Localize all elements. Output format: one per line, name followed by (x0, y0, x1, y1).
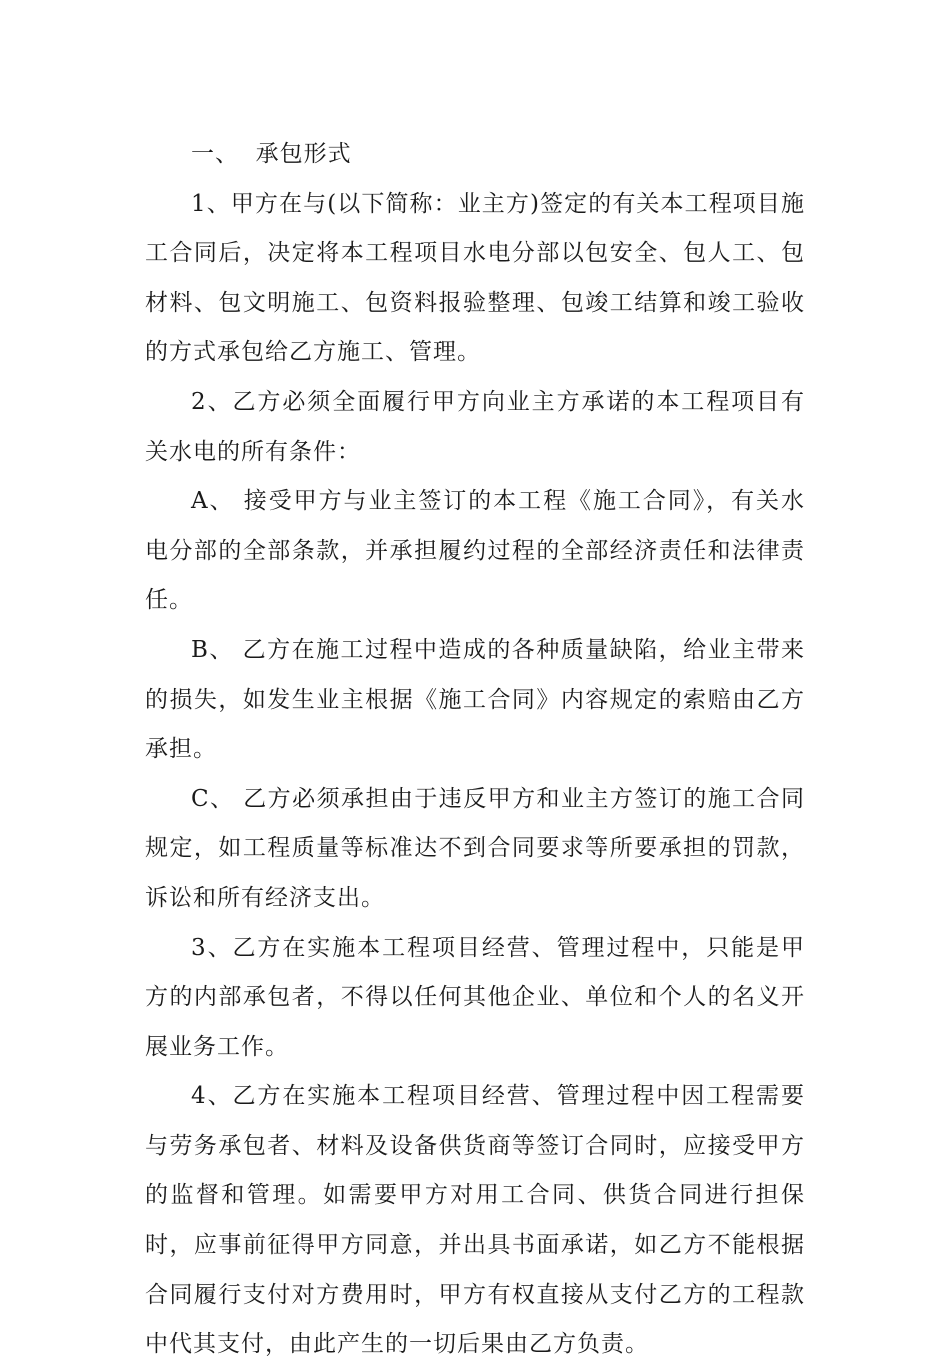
clause-c: C、 乙方必须承担由于违反甲方和业主方签订的施工合同规定，如工程质量等标准达不到合同要求等所要承担的罚款，诉讼和所有经济支出。 (145, 785, 805, 911)
clause-a: A、 接受甲方与业主签订的本工程《施工合同》，有关水电分部的全部条款，并承担履约过程的全部经济责任和法律责任。 (145, 488, 805, 614)
paragraph-1: 1、甲方在与(以下简称：业主方)签定的有关本工程项目施工合同后，决定将本工程项目水电分部以包安全、包人工、包材料、包文明施工、包资料报验整理、包竣工结算和竣工验收的方式承包给乙方施工、管理。 (145, 190, 805, 366)
section-heading: 一、 承包形式 (191, 141, 352, 167)
paragraph-2: 2、乙方必须全面履行甲方向业主方承诺的本工程项目有关水电的所有条件： (145, 388, 805, 465)
paragraph-4: 4、乙方在实施本工程项目经营、管理过程中因工程需要与劳务承包者、材料及设备供货商等签订合同时，应接受甲方的监督和管理。如需要甲方对用工合同、供货合同进行担保时，应事前征得甲方同意，并出具书面承诺，如乙方不能根据合同履行支付对方费用时，甲方有权直接从支付乙方的工程款中代其支付，由此产生的一切后果由乙方负责。 (145, 1083, 805, 1358)
clause-b: B、 乙方在施工过程中造成的各种质量缺陷，给业主带来的损失，如发生业主根据《施工合同》内容规定的索赔由乙方承担。 (145, 636, 805, 763)
paragraph-3: 3、乙方在实施本工程项目经营、管理过程中，只能是甲方的内部承包者，不得以任何其他企业、单位和个人的名义开展业务工作。 (145, 934, 805, 1060)
document-page (145, 130, 805, 1370)
